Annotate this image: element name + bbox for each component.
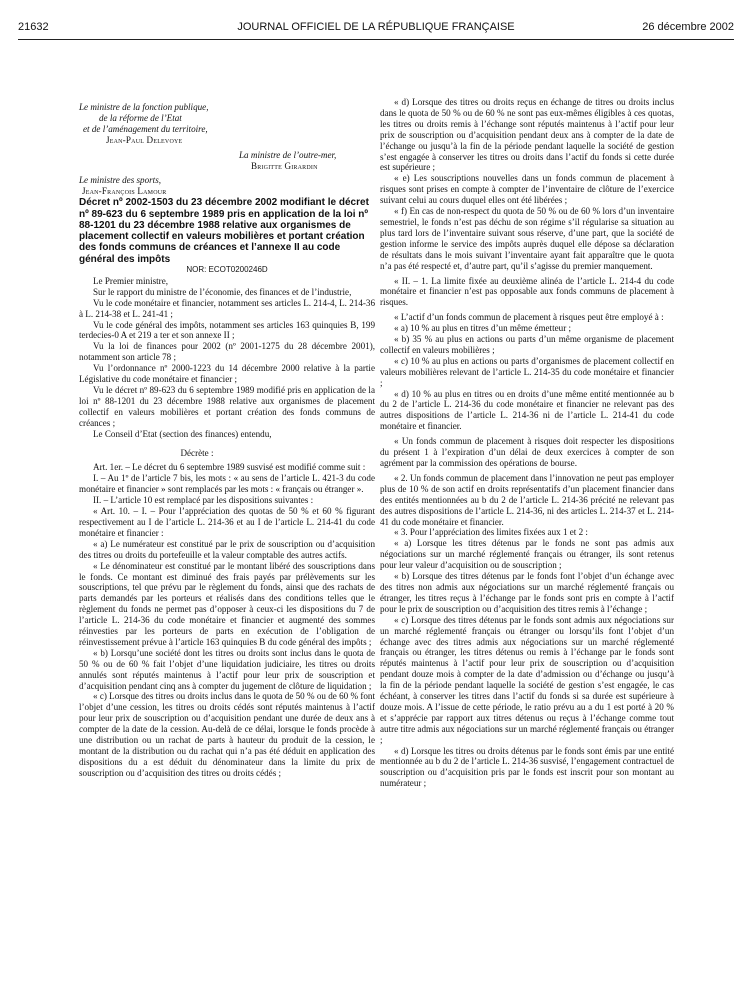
paragraph: Vu le décret nº 89-623 du 6 septembre 1989 modifié pris en application de la loi nº 88-1201 du 23 décembre 1988 relative aux organismes de placement collectif en valeurs mobilières et portant création des fonds communs de créances ; (79, 385, 375, 428)
header-rule (18, 39, 734, 40)
decrete-heading: Décrète : (180, 447, 214, 458)
journal-title: JOURNAL OFFICIEL DE LA RÉPUBLIQUE FRANÇAISE (237, 21, 515, 33)
right-column (380, 97, 674, 789)
page-number: 21632 (18, 21, 49, 33)
signatory-name: Jean-Paul Delevoye (106, 134, 183, 145)
paragraph: « a) 10 % au plus en titres d’un même émetteur ; (394, 323, 572, 334)
paragraph: « c) Lorsque des titres détenus par le fonds sont admis aux négociations sur un marché réglementé français ou étranger ou lorsqu’ils font l’objet d’un échange avec des titres admis aux négociations sur un marché réglementé français ou étranger, les titres détenus ou remis à l’échange par le fonds sont réputés maintenus à l’actif pour leur prix de souscription ou d’acquisition pendant douze mois à compter de la date d’admission ou d’échange ou jusqu’à la fin de la période pendant laquelle la société de gestion s’est engagée, le cas échéant, à conserver les titres dans l’actif du fonds si sa durée est supérieure à douze mois. A l’issue de cette période, le ratio prévu au a du 1 est porté à 20 % et s’apprécie par rapport aux titres détenus ou reçus à l’échange comme tout autre titre admis aux négociations sur un marché réglementé français ou étranger ; (380, 614, 674, 745)
paragraph: Art. 1er. – Le décret du 6 septembre 1989 susvisé est modifié comme suit : (93, 462, 366, 473)
paragraph: « d) Lorsque des titres ou droits reçus en échange de titres ou droits inclus dans le quota de 50 % ou de 60 % ne sont pas eux-mêmes éligibles à ces quotas, les titres ou droits remis à l’échange sont réputés maintenus à l’actif pour leur prix de souscription ou d’acquisition pendant deux ans à compter de la date de l’échange ou jusqu’à la fin de la période pendant laquelle la société de gestion s’est engagée à conserver les titres ou droits dans l’actif du fonds si cette durée est supérieure ; (380, 97, 674, 173)
paragraph: Sur le rapport du ministre de l’économie, des finances et de l’industrie, (93, 286, 352, 297)
paragraph: Le Conseil d’Etat (section des finances) entendu, (93, 428, 272, 439)
signatory-name: Brigitte Girardin (251, 160, 318, 171)
paragraph: « c) Lorsque des titres ou droits inclus dans le quota de 50 % ou de 60 % font l’objet d’une cession, les titres ou droits cédés sont réputés maintenus à l’actif pour leur prix de souscription ou d’acquisition pendant une durée de deux ans à compter de la date de la cession. Au-delà de ce délai, lorsque le fonds procède à une distribution ou un rachat de parts à hauteur du produit de la cession, le montant de la distribution ou du rachat qui n’a pas été déduit en application des dispositions du a est déduit du dénominateur dans la limite du prix de souscription ou d’acquisition des titres ou droits cédés ; (79, 691, 375, 778)
paragraph: « 2. Un fonds commun de placement dans l’innovation ne peut pas employer plus de 10 % de son actif en droits représentatifs d’un placement financier dans des entités mentionnées au b du 2 de l’article L. 214-36 précité ne relevant pas des autres dispositions de l’article L. 214-36, ni des articles L. 214-37 et L. 214-41 du code monétaire et financier. (380, 472, 674, 527)
paragraph: « Le dénominateur est constitué par le montant libéré des souscriptions dans le fonds. Ce montant est diminué des frais payés par prélèvements sur les souscriptions, tel que prévu par le règlement du fonds, ainsi que des rachats de parts demandés par les porteurs et réalisés dans des conditions telles que le règlement du fonds ne permet pas d’opposer à ceux-ci les dispositions du 7 de l’article L. 214-36 du code monétaire et financier et augmenté des sommes réinvesties par les porteurs de parts en exécution de l’obligation de réinvestissement prévue à l’article 163 quinquies B du code général des impôts ; (79, 560, 375, 647)
paragraph: « f) En cas de non-respect du quota de 50 % ou de 60 % lors d’un inventaire semestriel, le fonds n’est pas déchu de son régime s’il régularise sa situation au plus tard lors de l’inventaire suivant sous réserve, d’une part, que la société de gestion informe le service des impôts auprès duquel elle dépose sa déclaration de résultats dans le mois suivant l’inventaire ayant fait apparaître que le quota n’a pas été respecté et, d’autre part, qu’il s’agisse du premier manquement. (380, 206, 674, 271)
signature-line: et de l’aménagement du territoire, (83, 123, 208, 134)
paragraph: Vu le code monétaire et financier, notamment ses articles L. 214-4, L. 214-36 à L. 214-38 et L. 241-41 ; (79, 297, 375, 319)
paragraph: « b) Lorsqu’une société dont les titres ou droits sont inclus dans le quota de 50 % ou de 60 % fait l’objet d’une liquidation judiciaire, les titres ou droits annulés sont réputés maintenus à l’actif pour leur prix de souscription et d’acquisition pendant cinq ans à compter du jugement de clôture de liquidation ; (79, 647, 375, 691)
paragraph: « c) 10 % au plus en actions ou parts d’organismes de placement collectif en valeurs mobilières relevant de l’article L. 214-35 du code monétaire et financier ; (380, 355, 674, 388)
paragraph: « e) Les souscriptions nouvelles dans un fonds commun de placement à risques sont prises en compte à compter de l’inventaire de clôture de l’exercice suivant celui au cours duquel elles ont été libérées ; (380, 173, 674, 206)
signature-line: Le ministre de la fonction publique, (79, 102, 209, 112)
signature-line: de la réforme de l’Etat (99, 112, 182, 123)
paragraph: II. – L’article 10 est remplacé par les dispositions suivantes : (93, 495, 314, 506)
paragraph: « Art. 10. – I. – Pour l’appréciation des quotas de 50 % et 60 % figurant respectivement au I de l’article L. 214-36 et au I de l’article L. 214-41 du code monétaire et financier : (79, 506, 375, 538)
signature-line: Le ministre des sports, (79, 175, 162, 186)
paragraph: « d) 10 % au plus en titres ou en droits d’une même entité mentionnée au b du 2 de l’article L. 214-36 du code monétaire et financier ne relevant pas des autres dispositions de l’article L. 214-36 ni de l’article L. 214-41 du code monétaire et financier. (380, 388, 674, 432)
paragraph: « 3. Pour l’appréciation des limites fixées aux 1 et 2 : (394, 527, 588, 538)
signatory-name: Jean-François Lamour (82, 186, 167, 197)
paragraph: « Un fonds commun de placement à risques doit respecter les dispositions du présent 1 à l’expiration d’un délai de deux exercices à compter de son agrément par la commission des opérations de bourse. (380, 436, 674, 468)
paragraph: « a) Lorsque les titres détenus par le fonds ne sont pas admis aux négociations sur un marché réglementé français ou étranger, ils sont retenus pour leur valeur d’acquisition ou de souscription ; (380, 538, 674, 571)
paragraph: « b) 35 % au plus en actions ou parts d’un même organisme de placement collectif en valeurs mobilières ; (380, 334, 674, 355)
paragraph: I. – Au 1º de l’article 7 bis, les mots : « au sens de l’article L. 421-3 du code monétaire et financier » sont remplacés par les mots : « français ou étranger ». (79, 473, 375, 495)
paragraph: Vu la loi de finances pour 2002 (nº 2001-1275 du 28 décembre 2001), notamment son article 78 ; (79, 341, 375, 363)
paragraph: « L’actif d’un fonds commun de placement à risques peut être employé à : (394, 312, 664, 323)
paragraph: « II. – 1. La limite fixée au deuxième alinéa de l’article L. 214-4 du code monétaire et financier n’est pas opposable aux fonds communs de placement à risques. (380, 275, 674, 308)
paragraph: « d) Lorsque les titres ou droits détenus par le fonds sont émis par une entité mentionnée au b du 2 de l’article L. 214-36 susvisé, l’engagement contractuel de souscription ou d’acquisition pris par le fonds est inscrit pour son montant au numérateur ; (380, 745, 674, 789)
nor-reference: NOR: ECOT0200246D (186, 265, 268, 275)
signature-line: La ministre de l’outre-mer, (239, 149, 337, 160)
paragraph: Le Premier ministre, (93, 275, 169, 286)
paragraph: Vu l’ordonnance nº 2000-1223 du 14 décembre 2000 relative à la partie Législative du code monétaire et financier ; (79, 363, 375, 385)
paragraph: « a) Le numérateur est constitué par le prix de souscription ou d’acquisition des titres ou droits du portefeuille et la valeur comptable des autres actifs. (79, 538, 375, 560)
page-header (18, 21, 734, 37)
paragraph: Vu le code général des impôts, notamment ses articles 163 quinquies B, 199 terdecies-0 A et 219 a ter et son annexe II ; (79, 319, 375, 341)
paragraph: « b) Lorsque des titres détenus par le fonds font l’objet d’un échange avec des titres non admis aux négociations sur un marché réglementé français ou étranger, les titres reçus à l’échange par le fonds sont pris en compte à l’actif pour le prix de souscription ou d’acquisition des titres remis à l’échange ; (380, 571, 674, 614)
issue-date: 26 décembre 2002 (642, 21, 734, 33)
decree-title: Décret nº 2002-1503 du 23 décembre 2002 modifiant le décret nº 89-623 du 6 septembre 1989 pris en application de la loi nº 88-1201 du 23 décembre 1988 relative aux organismes de placement collectif en valeurs mobilières et portant création des fonds communs de créances et l’annexe II au code général des impôts (79, 197, 369, 265)
left-column (79, 102, 375, 779)
